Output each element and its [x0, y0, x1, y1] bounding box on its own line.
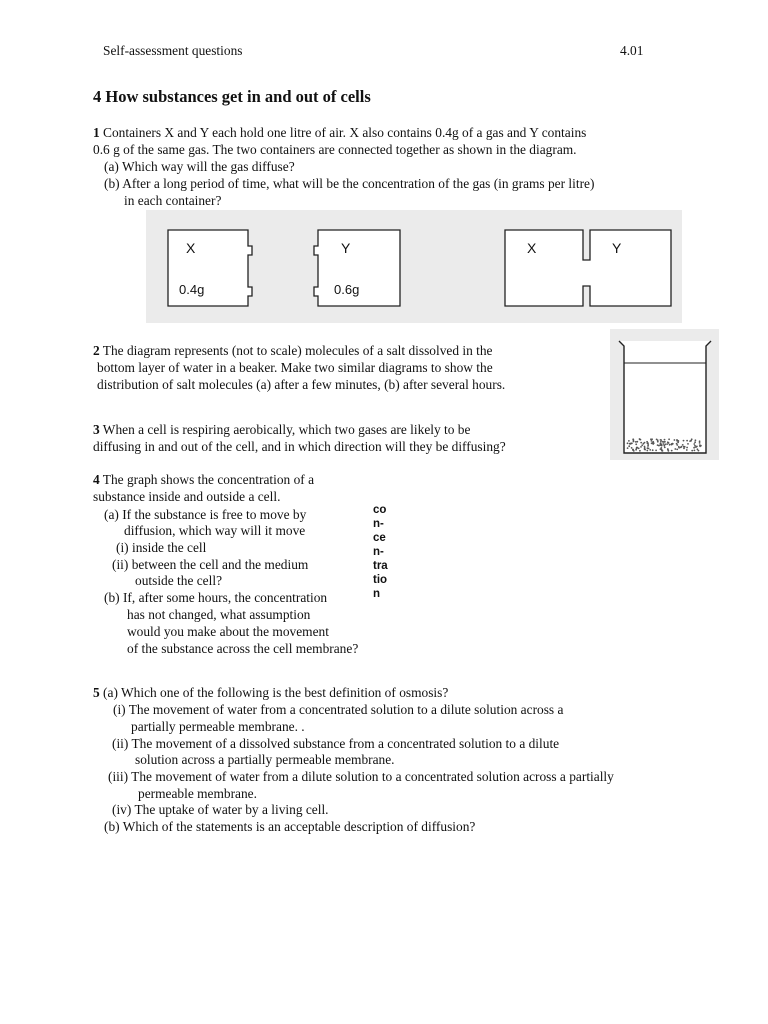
question-1-part-b-line-2: in each container? [124, 193, 222, 208]
salt-molecule [669, 444, 671, 446]
salt-molecule [694, 450, 696, 452]
option-iv: (iv) The uptake of water by a living cell. [112, 802, 329, 817]
salt-molecule [641, 444, 643, 446]
salt-molecule [635, 449, 637, 451]
salt-molecule [693, 447, 695, 449]
salt-molecule [640, 442, 642, 444]
salt-molecule [699, 440, 701, 442]
container-x-label: X [186, 240, 196, 256]
salt-molecule [640, 446, 642, 448]
salt-molecule [674, 448, 676, 450]
question-4-part-b-line-4: of the substance across the cell membrane? [127, 641, 359, 656]
graph-y-axis-label [373, 503, 413, 598]
salt-molecule [661, 445, 663, 447]
question-3-line-1 [93, 421, 470, 438]
salt-molecule [696, 446, 698, 448]
containers-drawing [146, 210, 682, 323]
salt-molecule [666, 443, 668, 445]
salt-molecule [651, 438, 653, 440]
salt-molecule [647, 442, 649, 444]
question-3-line-2: diffusing in and out of the cell, and in which direction will they be diffusing? [93, 439, 506, 454]
salt-molecule [657, 444, 659, 446]
question-4-line-2: substance inside and outside a cell. [93, 489, 281, 504]
salt-molecule [676, 443, 678, 445]
salt-molecule [644, 446, 646, 448]
salt-molecule [683, 440, 685, 442]
question-5-part-a [93, 684, 448, 701]
salt-molecule [664, 443, 666, 445]
question-4-part-a-ii-line-2: outside the cell? [135, 573, 223, 588]
beaker [619, 341, 711, 453]
question-number: 5 [93, 685, 100, 700]
question-text: The diagram represents (not to scale) molecules of a salt dissolved in the [99, 343, 493, 358]
salt-molecule [676, 449, 678, 451]
salt-molecule [691, 450, 693, 452]
salt-molecule [686, 440, 688, 442]
salt-molecule [632, 449, 634, 451]
salt-molecule [639, 438, 641, 440]
salt-molecule [629, 443, 631, 445]
container-x-mass: 0.4g [179, 282, 205, 297]
salt-molecule [667, 441, 669, 443]
salt-molecule [672, 443, 674, 445]
salt-molecule [697, 448, 699, 450]
option-i-line-1: (i) The movement of water from a concentrated solution to a dilute solution across a [113, 702, 564, 717]
page-title: 4 How substances get in and out of cells [93, 87, 371, 106]
salt-molecule [655, 450, 657, 452]
salt-molecule [627, 447, 629, 449]
salt-molecule [668, 450, 670, 452]
salt-molecule [660, 443, 662, 445]
salt-molecule [647, 447, 649, 449]
container-y-label: Y [341, 240, 351, 256]
y-axis-part: co [373, 504, 387, 516]
salt-molecule [671, 450, 673, 452]
salt-molecule [693, 443, 695, 445]
question-4-line-1 [93, 471, 314, 488]
salt-molecule [628, 440, 630, 442]
salt-molecule [628, 445, 630, 447]
y-axis-part: tra [373, 560, 388, 572]
question-4-part-b-line-3: would you make about the movement [127, 624, 329, 639]
y-axis-part: n- [373, 518, 384, 530]
salt-molecule [686, 449, 688, 451]
salt-molecule [689, 440, 691, 442]
salt-molecule [649, 449, 651, 451]
question-text: Containers X and Y each hold one litre of air. X also contains 0.4g of a gas and Y contains [99, 125, 587, 140]
salt-molecule [635, 443, 637, 445]
y-axis-part: n [373, 588, 381, 598]
question-4-part-b-line-1: (b) If, after some hours, the concentration [104, 590, 328, 605]
option-ii-line-2: solution across a partially permeable membrane. [135, 752, 395, 767]
salt-molecule [664, 447, 666, 449]
salt-molecule [678, 447, 680, 449]
y-axis-part: ce [373, 532, 386, 544]
salt-molecule [631, 447, 633, 449]
salt-molecule [646, 450, 648, 452]
option-ii-line-1: (ii) The movement of a dissolved substance from a concentrated solution to a dilute [112, 736, 560, 751]
salt-molecule [694, 445, 696, 447]
question-number: 2 [93, 343, 100, 358]
question-number: 3 [93, 422, 100, 437]
beaker-diagram [610, 329, 719, 460]
salt-molecule [662, 450, 664, 452]
question-1-part-a: (a) Which way will the gas diffuse? [104, 159, 295, 174]
container-y-mass: 0.6g [334, 282, 360, 297]
salt-molecule [660, 447, 662, 449]
salt-molecule [683, 446, 685, 448]
salt-molecule [699, 442, 701, 444]
question-1-line-1 [93, 124, 586, 141]
salt-molecule [647, 445, 649, 447]
question-5-part-b: (b) Which of the statements is an acceptable description of diffusion? [104, 819, 476, 834]
salt-molecule [681, 446, 683, 448]
salt-molecule [652, 442, 654, 444]
question-4-part-a-i: (i) inside the cell [116, 540, 207, 555]
salt-molecule [699, 445, 701, 447]
question-number: 1 [93, 125, 100, 140]
salt-molecule [694, 441, 696, 443]
question-4-part-a-ii-line-1: (ii) between the cell and the medium [112, 557, 309, 572]
header-left: Self-assessment questions [103, 43, 243, 58]
salt-molecule [636, 441, 638, 443]
option-iii-line-2: permeable membrane. [138, 786, 257, 801]
question-4-part-b-line-2: has not changed, what assumption [127, 607, 311, 622]
salt-molecule [663, 441, 665, 443]
joined-y-label: Y [612, 240, 622, 256]
salt-molecule [636, 447, 638, 449]
salt-molecule [656, 439, 658, 441]
question-text: When a cell is respiring aerobically, which two gases are likely to be [99, 422, 471, 437]
salt-molecule [687, 443, 689, 445]
question-1-part-b-line-1: (b) After a long period of time, what will be the concentration of the gas (in grams per litre) [104, 176, 595, 191]
header-right: 4.01 [620, 43, 644, 58]
salt-molecule [660, 439, 662, 441]
salt-molecule [657, 441, 659, 443]
salt-molecule [686, 447, 688, 449]
question-2-line-1 [93, 342, 493, 359]
salt-molecule [668, 438, 670, 440]
question-2-line-3: distribution of salt molecules (a) after a few minutes, (b) after several hours. [97, 377, 506, 392]
salt-molecule [674, 439, 676, 441]
question-text: The graph shows the concentration of a [99, 472, 315, 487]
salt-molecule [683, 448, 685, 450]
salt-molecule [682, 444, 684, 446]
salt-molecule [662, 443, 664, 445]
y-axis-part: tio [373, 574, 388, 586]
containers-diagram [146, 210, 682, 323]
question-number: 4 [93, 472, 100, 487]
salt-molecule [639, 450, 641, 452]
question-1-line-2: 0.6 g of the same gas. The two containers are connected together as shown in the diagram. [93, 142, 577, 157]
salt-molecule [651, 440, 653, 442]
question-4-part-a-line-1: (a) If the substance is free to move by [104, 507, 307, 522]
y-axis-part: n- [373, 546, 384, 558]
option-iii-line-1: (iii) The movement of water from a dilute solution to a concentrated solution across a partially [108, 769, 614, 784]
question-2-line-2: bottom layer of water in a beaker. Make two similar diagrams to show the [97, 360, 493, 375]
salt-molecule [660, 441, 662, 443]
salt-molecule [695, 439, 697, 441]
salt-molecule [678, 440, 680, 442]
salt-molecule [627, 442, 629, 444]
joined-x-label: X [527, 240, 537, 256]
salt-molecule [644, 442, 646, 444]
salt-molecule [664, 439, 666, 441]
salt-molecule [633, 441, 635, 443]
beaker-drawing [610, 329, 719, 460]
question-text: (a) Which one of the following is the best definition of osmosis? [99, 685, 449, 700]
option-i-line-2: partially permeable membrane. . [131, 719, 305, 734]
salt-molecule [652, 449, 654, 451]
question-4-part-a-line-2: diffusion, which way will it move [124, 523, 306, 538]
salt-molecule [691, 438, 693, 440]
